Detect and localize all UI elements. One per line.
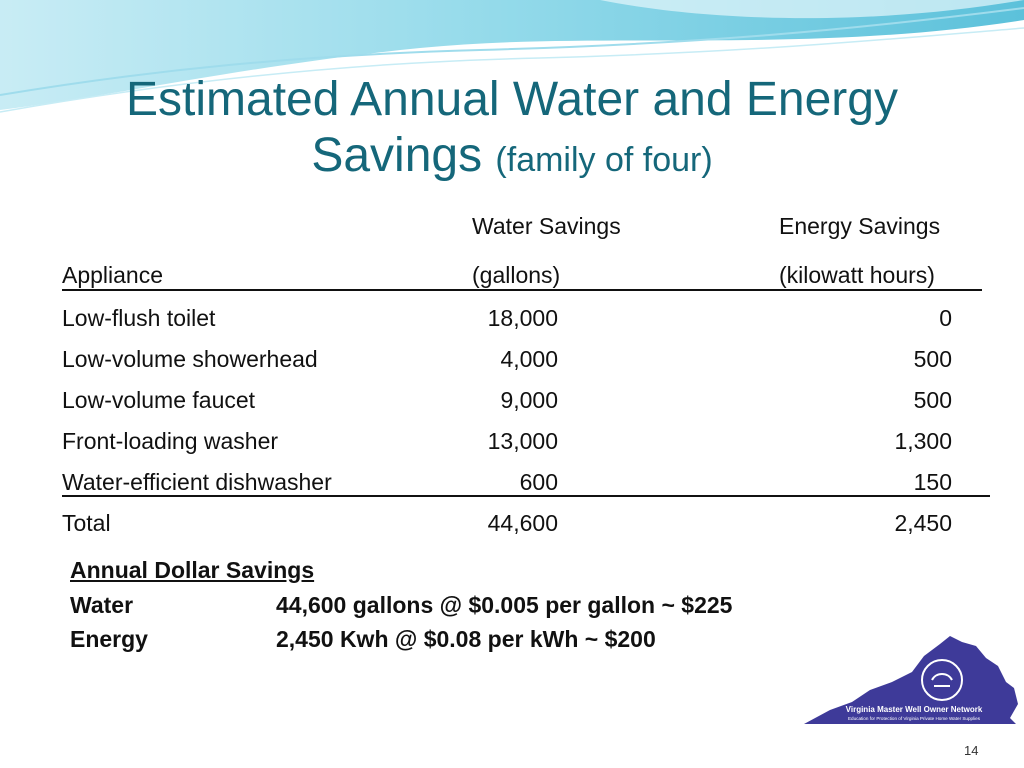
summary-text: 44,600 gallons @ $0.005 per gallon ~ $225 <box>276 592 733 618</box>
row-energy: 0 <box>939 305 952 331</box>
summary-label: Energy <box>70 626 148 652</box>
total-energy: 2,450 <box>894 510 952 536</box>
header-water: Water Savings <box>472 213 621 239</box>
page-number: 14 <box>964 743 979 758</box>
header-appliance: Appliance <box>62 262 164 288</box>
row-appliance: Low-volume showerhead <box>62 346 318 372</box>
summary-label: Water <box>70 592 134 618</box>
header-energy: Energy Savings <box>779 213 941 239</box>
row-appliance: Front-loading washer <box>62 428 279 454</box>
row-water: 18,000 <box>487 305 558 331</box>
title-subtitle: (family of four) <box>495 141 713 179</box>
row-appliance: Low-flush toilet <box>62 305 216 331</box>
row-appliance: Low-volume faucet <box>62 387 256 413</box>
svg-text:Education for Protection of Vi: Education for Protection of Virginia Private Home Water Supplies <box>847 716 981 721</box>
row-water: 4,000 <box>500 346 558 372</box>
total-label: Total <box>62 510 111 536</box>
title-savings: Savings <box>311 129 483 182</box>
header-energy-unit: (kilowatt hours) <box>779 262 935 288</box>
summary-line-water <box>70 592 733 619</box>
summary-heading <box>70 557 314 584</box>
row-energy: 1,300 <box>894 428 952 454</box>
header-rule <box>62 289 982 291</box>
svg-text:Virginia Master Well Owner Net: Virginia Master Well Owner Network <box>845 705 983 714</box>
row-water: 9,000 <box>500 387 558 413</box>
total-water: 44,600 <box>487 510 558 536</box>
row-appliance: Water-efficient dishwasher <box>62 469 332 495</box>
title-line-1: Estimated Annual Water and Energy <box>126 73 898 126</box>
row-water: 600 <box>519 469 558 495</box>
title-line-2 <box>0 128 1024 188</box>
total-rule <box>62 495 990 497</box>
row-energy: 150 <box>913 469 952 495</box>
virginia-map-logo <box>800 632 1022 732</box>
header-water-unit: (gallons) <box>472 262 561 288</box>
row-energy: 500 <box>913 387 952 413</box>
summary-line-energy <box>70 626 656 653</box>
row-energy: 500 <box>913 346 952 372</box>
summary-heading-text: Annual Dollar Savings <box>70 557 315 583</box>
slide-title <box>0 72 1024 188</box>
row-water: 13,000 <box>487 428 558 454</box>
summary-text: 2,450 Kwh @ $0.08 per kWh ~ $200 <box>276 626 656 652</box>
